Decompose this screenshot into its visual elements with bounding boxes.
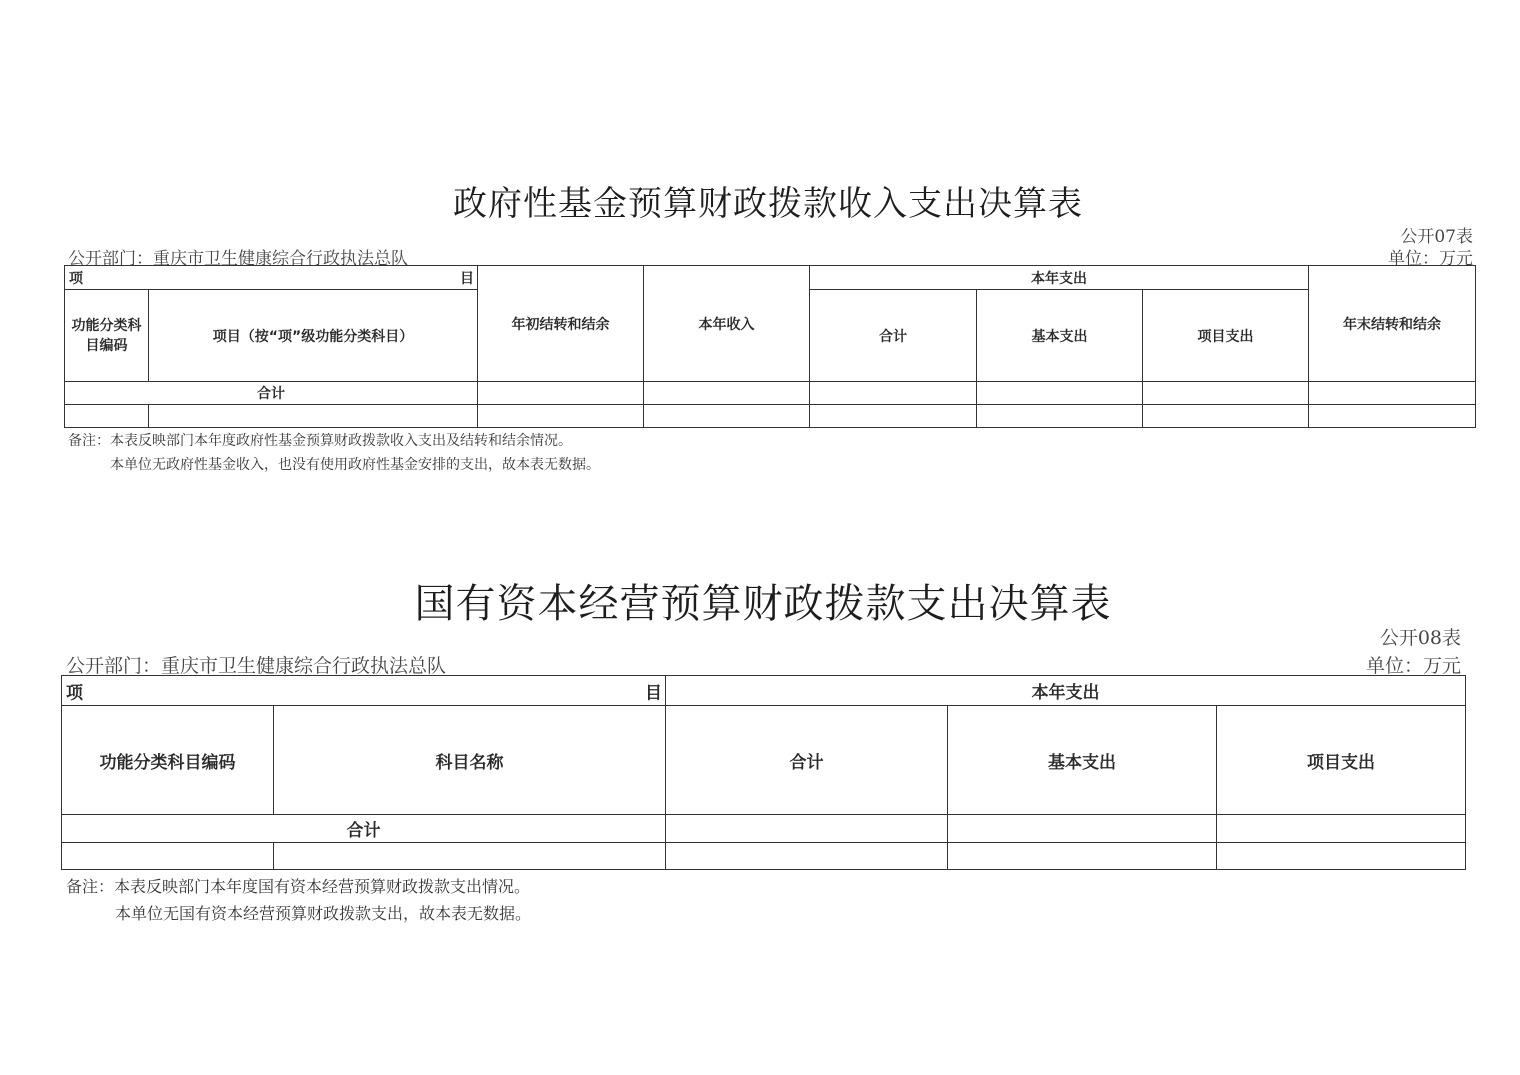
- table2-unit: 单位：万元: [1365, 655, 1461, 677]
- table1-note-line2: 本单位无政府性基金收入，也没有使用政府性基金安排的支出，故本表无数据。: [110, 457, 600, 473]
- table1-col-income: 本年收入: [644, 266, 810, 382]
- table1-cell: [810, 382, 977, 405]
- table1-title: 政府性基金预算财政拨款收入支出决算表: [453, 184, 1083, 224]
- table2-note-line2: 本单位无国有资本经营预算财政拨款支出，故本表无数据。: [115, 904, 532, 923]
- table1-unit: 单位：万元: [1388, 249, 1473, 269]
- table2-total-label: 合计: [62, 815, 666, 843]
- table1-department: 公开部门：重庆市卫生健康综合行政执法总队: [68, 249, 408, 269]
- table2-cell: [948, 843, 1217, 870]
- table1-cell: [478, 405, 644, 428]
- table1-cell: [65, 405, 149, 428]
- table2-cell: [948, 815, 1217, 843]
- table1-header-xiang: 项: [69, 270, 83, 287]
- table2: [61, 675, 1466, 870]
- table1-total-row: [65, 382, 1476, 405]
- table1-data-row: [65, 405, 1476, 428]
- table2-header-mu: 目: [645, 683, 662, 703]
- table1-cell: [1309, 382, 1476, 405]
- table2-col-basic: 基本支出: [948, 706, 1217, 815]
- table2-code: 公开08表: [1379, 627, 1461, 649]
- table1-col-end: 年末结转和结余: [1309, 266, 1476, 382]
- table2-col-func-code: 功能分类科目编码: [62, 706, 274, 815]
- table1-cell: [1143, 382, 1309, 405]
- table2-cell: [666, 843, 948, 870]
- table2-col-name: 科目名称: [274, 706, 666, 815]
- table1-col-item: 项目（按“项”级功能分类科目）: [149, 290, 478, 382]
- table1-col-begin: 年初结转和结余: [478, 266, 644, 382]
- table1-cell: [1309, 405, 1476, 428]
- table1: [64, 265, 1476, 428]
- table1-col-basic: 基本支出: [977, 290, 1143, 382]
- table2-note-line1: 备注：本表反映部门本年度国有资本经营预算财政拨款支出情况。: [66, 877, 531, 896]
- table2-col-expense-group: 本年支出: [666, 676, 1466, 706]
- table2-header-xiang: 项: [66, 683, 83, 703]
- table1-cell: [644, 405, 810, 428]
- table1-cell: [478, 382, 644, 405]
- table2-cell: [1217, 843, 1466, 870]
- table1-total-label: 合计: [65, 382, 478, 405]
- table2-col-project: 项目支出: [1217, 706, 1466, 815]
- table2-cell: [62, 843, 274, 870]
- table1-header-item: [65, 266, 478, 290]
- table2-header-item: [62, 676, 666, 706]
- table1-col-expense-group: 本年支出: [810, 266, 1309, 290]
- table1-cell: [810, 405, 977, 428]
- table2-title: 国有资本经营预算财政拨款支出决算表: [414, 581, 1112, 627]
- table2-total-row: [62, 815, 1466, 843]
- table1-col-func-code: 功能分类科目编码: [65, 290, 149, 382]
- table1-col-project: 项目支出: [1143, 290, 1309, 382]
- table2-department: 公开部门：重庆市卫生健康综合行政执法总队: [66, 655, 447, 677]
- table1-cell: [977, 382, 1143, 405]
- table2-cell: [274, 843, 666, 870]
- table1-note-line1: 备注：本表反映部门本年度政府性基金预算财政拨款收入支出及结转和结余情况。: [68, 433, 572, 449]
- table1-cell: [977, 405, 1143, 428]
- table1-col-total: 合计: [810, 290, 977, 382]
- table2-cell: [1217, 815, 1466, 843]
- table1-cell: [149, 405, 478, 428]
- table1-code: 公开07表: [1400, 227, 1473, 247]
- table2-data-row: [62, 843, 1466, 870]
- table1-header-mu: 目: [460, 270, 474, 287]
- table1-cell: [1143, 405, 1309, 428]
- table2-cell: [666, 815, 948, 843]
- table2-col-total: 合计: [666, 706, 948, 815]
- table1-cell: [644, 382, 810, 405]
